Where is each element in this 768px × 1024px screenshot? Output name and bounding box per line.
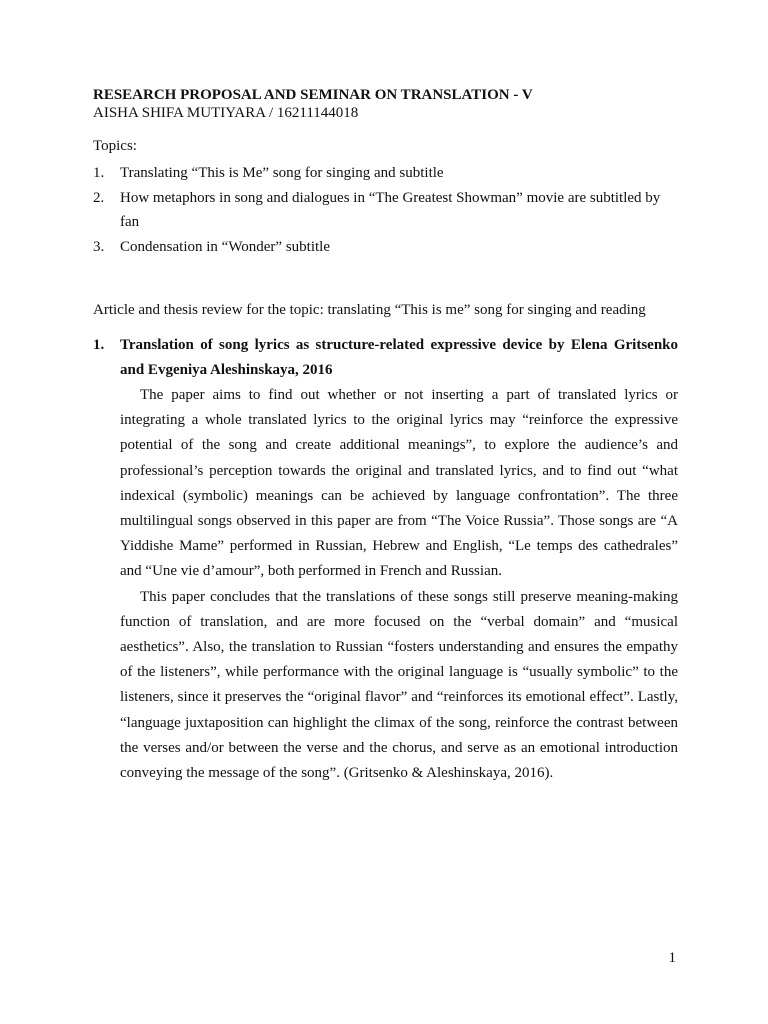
topic-text: Condensation in “Wonder” subtitle	[120, 239, 330, 255]
article-heading-text: Translation of song lyrics as structure-related expressive device by Elena Gritsenko and Evgeniya Aleshinskaya, 2016	[120, 337, 678, 378]
article-heading	[93, 333, 678, 383]
document-header	[93, 86, 533, 122]
topics-section	[93, 137, 678, 260]
topics-label: Topics:	[93, 138, 137, 154]
article-review	[93, 333, 678, 786]
author-line: AISHA SHIFA MUTIYARA / 16211144018	[93, 105, 359, 121]
topic-text: How metaphors in song and dialogues in “The Greatest Showman” movie are subtitled by fan	[120, 190, 661, 230]
topic-item	[93, 186, 678, 234]
topic-text: Translating “This is Me” song for singing and subtitle	[120, 165, 444, 181]
document-title: RESEARCH PROPOSAL AND SEMINAR ON TRANSLATION - V	[93, 87, 533, 103]
topic-number: 2.	[93, 190, 105, 206]
topic-item	[93, 161, 678, 185]
article-paragraph: This paper concludes that the translations of these songs still preserve meaning-making function of translation, and are more focused on the “verbal domain” and “musical aesthetics”. Also, the translation to Russian “fosters understanding and ensures the empathy of the listeners”, while performance with the original language is “usually symbolic” to the listeners, since it preserves the “original flavor” and “reinforces its emotional effect”. Lastly, “language juxtaposition can highlight the climax of the song, reinforce the contrast between the verses and/or between the verse and the chorus, and serve as an emotional introduction conveying the message of the song”. (Gritsenko & Aleshinskaya, 2016).	[120, 588, 678, 782]
review-intro: Article and thesis review for the topic: translating “This is me” song for singing and reading	[93, 302, 646, 318]
topic-list	[93, 161, 678, 259]
topic-number: 1.	[93, 165, 105, 181]
topic-item	[93, 235, 678, 259]
page-number: 1	[668, 950, 676, 966]
article-number: 1.	[93, 337, 105, 353]
topic-number: 3.	[93, 239, 105, 255]
article-paragraph: The paper aims to find out whether or not inserting a part of translated lyrics or integrating a whole translated lyrics to the original lyrics may “reinforce the expressive potential of the song and create additional meanings”, to explore the audience’s and professional’s perception towards the original and translated lyrics, and to find out “what indexical (symbolic) meanings can be achieved by language confrontation”. The three multilingual songs observed in this paper are from “The Voice Russia”. Those songs are “A Yiddishe Mame” performed in Russian, Hebrew and English, “Le temps des cathedrales” and “Une vie d’amour”, both performed in French and Russian.	[120, 387, 678, 580]
